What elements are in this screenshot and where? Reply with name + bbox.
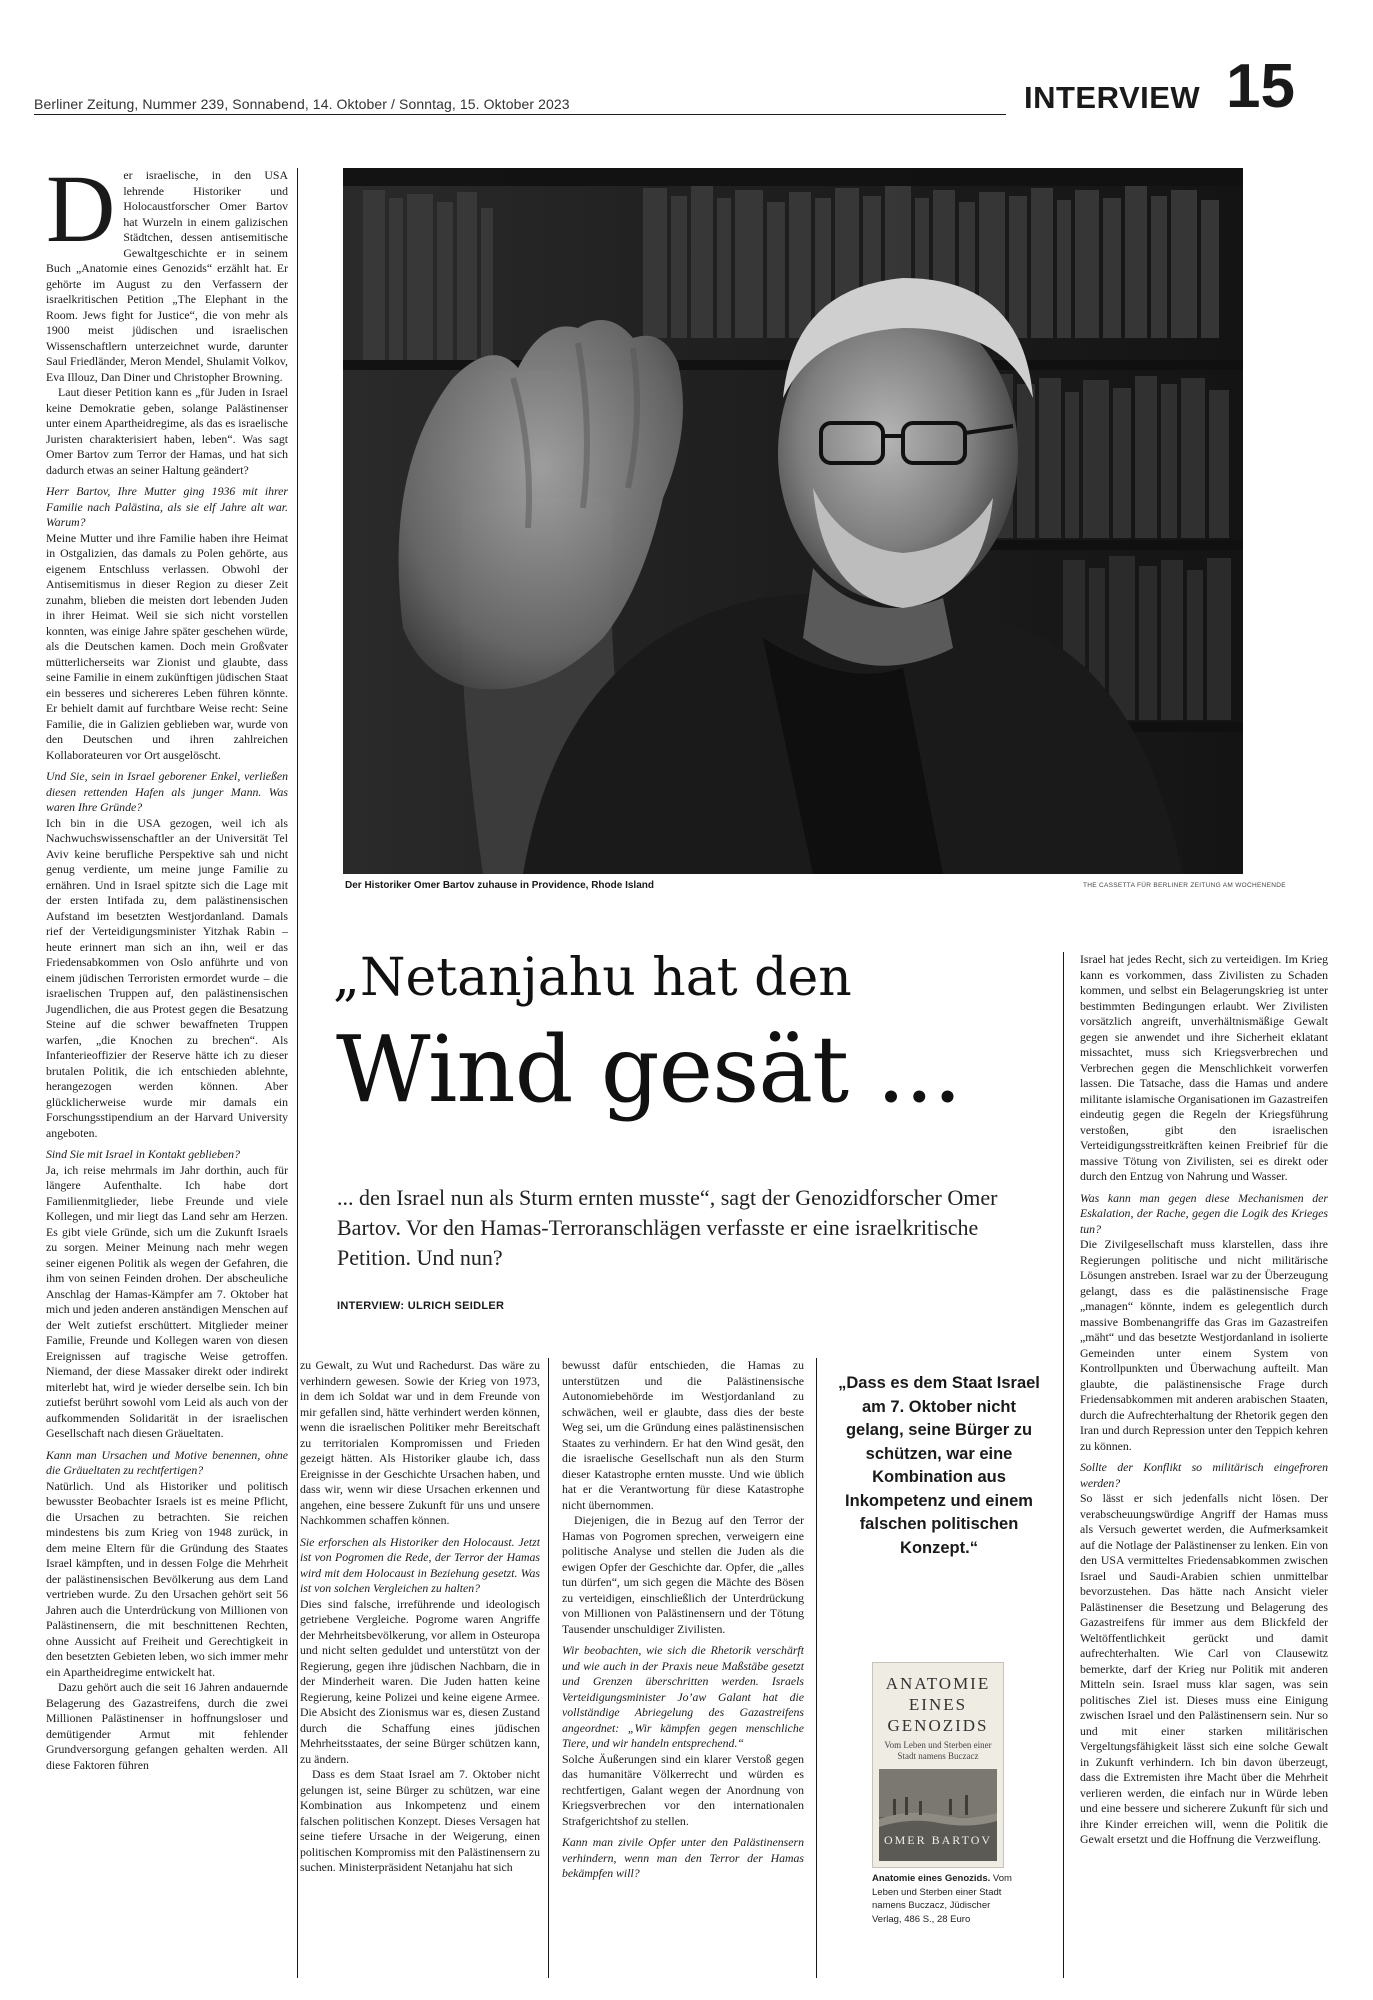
interview-answer: Dies sind falsche, irreführende und ideologisch getriebene Vergleiche. Pogrome waren Angriffe der Mehrheitsbevölkerung, vor allem in Osteuropa und nicht selten geduldet und unterstützt von der Regierung, gegen ihre jüdischen Nachbarn, die in der Minderheit waren. Die Juden hatten keine Regierung, keine Polizei und keine eigene Armee. Die Absicht des Zionismus war es, diesen Zustand durch die Schaffung eines jüdischen Mehrheitsstaates, der seine Bürger schützen kann, zu ändern. — [300, 1596, 540, 1766]
book-caption-title: Anatomie eines Genozids. — [872, 1873, 991, 1884]
book-caption — [872, 1872, 1012, 1926]
column-5 — [1080, 952, 1328, 1978]
column-divider — [816, 1358, 817, 1978]
column-divider — [548, 1358, 549, 1978]
header-rule — [34, 114, 1006, 115]
interview-question: Wir beobachten, wie sich die Rhetorik verschärft und wie auch in der Praxis neue Maßstäbe gesetzt und Grenzen überschritten werden. Israels Verteidigungsminister Jo’aw Galant hat die vollständige Abriegelung des Gazastreifens angeordnet: „Wir kämpfen gegen menschliche Tiere, und wir handeln entsprechend.“ — [562, 1643, 804, 1750]
column-1 — [46, 168, 288, 1978]
page-number: 15 — [1226, 52, 1295, 121]
intro-paragraph: er israelische, in den USA lehrende Historiker und Holocaustforscher Omer Bartov hat Wurzeln in einem galizischen Städtchen, dessen antisemitische Gewaltgeschichte er in seinem Buch „Anatomie eines Genozids“ erzählt hat. Er gehörte im August zu den Verfassern der israelkritischen Petition „The Elephant in the Room. Jews fight for Justice“, die von mehr als 1900 meist jüdischen und israelischen Wissenschaftlern unterzeichnet wurde, darunter Saul Friedländer, Meron Mendel, Shulamit Volkov, Eva Illouz, Dan Diner und Christopher Browning. — [46, 168, 288, 384]
body-paragraph: Israel hat jedes Recht, sich zu verteidigen. Im Krieg kann es vorkommen, dass Zivilisten zu Schaden kommen, und selbst ein Belagerungskrieg ist unter bestimmten Bedingungen erlaubt. Wer Zivilisten vorsätzlich angreift, unverhältnismäßige Gewalt gegen sie anwendet und ihre Sicherheit eklatant missachtet, muss sich Kriegsverbrechen und Verbrechen gegen die Menschlichkeit vorwerfen lassen. Die Tatsache, dass die Hamas und andere militante islamische Organisationen im Gazastreifen eindeutig gegen die Regeln der Kriegsführung verstoßen, gibt den israelischen Verteidigungsstreitkräften keinen Freibrief für die massive Tötung von Zivilisten, sei es direkt oder durch den Entzug von Nahrung und Wasser. — [1080, 952, 1328, 1183]
interview-answer: Ja, ich reise mehrmals im Jahr dorthin, auch für längere Aufenthalte. Ich habe dort Familienmitglieder, liebe Freunde und viele Kollegen, und mir liegt das Land sehr am Herzen. Es gibt viele Gründe, sich um die Zukunft Israels zu sorgen. Meiner Meinung nach mehr wegen seiner eigenen Politik als wegen der Gefahren, die ihm von seinen Feinden drohen. Der abscheuliche Anschlag der Hamas-Kämpfer am 7. Oktober hat mich und jeden anderen anständigen Menschen auf der Welt zutiefst erschüttert. Mitglieder meiner Familie, Freunde und Kollegen waren von diesen Ereignissen auf tragische Weise getroffen. Niemand, der diese Massaker direkt oder indirekt miterlebt hat, wird je wieder derselbe sein. Ich bin zutiefst berührt sowohl vom Leid als auch von der aufkommenden Solidarität in der israelischen Gesellschaft nach diesen Gräueltaten. — [46, 1162, 288, 1440]
book-subtitle: Vom Leben und Sterben einer Stadt namens Buczacz — [884, 1740, 992, 1761]
column-3 — [562, 1358, 804, 1978]
interview-answer: Natürlich. Und als Historiker und politisch bewusster Beobachter Israels ist es meine Pflicht, die Ursachen zu betrachten. Sie reichen mindestens bis zum Krieg von 1948 zurück, in dem meine Eltern für die Gründung des Staates Israel kämpften, und in dessen Folge die Mehrheit der palästinensischen Bevölkerung aus dem Land vertrieben wurde. Zu den Ursachen gehört seit 56 Jahren auch die Unterdrückung von Millionen von Palästinensern, die mit beschnittenen Rechten, ohne Aussicht auf Freiheit und Gerechtigkeit in den besetzten Gebieten leben, wo sich immer mehr ein Apartheidregime entwickelt hat. — [46, 1478, 288, 1679]
byline: INTERVIEW: ULRICH SEIDLER — [337, 1300, 505, 1312]
interview-answer: Dazu gehört auch die seit 16 Jahren andauernde Belagerung des Gazastreifens, durch die zwei Millionen Palästinenser in hoffnungsloser und demütigender Armut mit fehlender Grundversorgung gefangen gehalten werden. All diese Faktoren führen — [46, 1680, 288, 1772]
dateline: Berliner Zeitung, Nummer 239, Sonnabend, 14. Oktober / Sonntag, 15. Oktober 2023 — [34, 96, 570, 112]
interview-question: Sind Sie mit Israel in Kontakt geblieben? — [46, 1147, 240, 1161]
body-paragraph: zu Gewalt, zu Wut und Rachedurst. Das wäre zu verhindern gewesen. Sowie der Krieg von 1973, in dem ich Soldat war und in dem Freunde von mir gefallen sind, hätte verhindert werden können, wenn die israelischen Politiker mehr Bereitschaft zu territorialen Kompromissen und Frieden gezeigt hätten. Als Historiker glaube ich, dass Ereignisse in der Geschichte Ursachen haben, und dass wir, wenn wir diese Ursachen erkennen und angehen, eine bessere Zukunft für uns und unsere Nachkommen schaffen können. — [300, 1358, 540, 1527]
book-title-line: EINES — [908, 1695, 968, 1714]
interview-question: Und Sie, sein in Israel geborener Enkel, verließen diesen rettenden Hafen als junger Mann. Was waren Ihre Gründe? — [46, 769, 288, 814]
interview-question: Was kann man gegen diese Mechanismen der Eskalation, der Rache, gegen die Logik des Krieges tun? — [1080, 1190, 1328, 1236]
interview-answer: Die Zivilgesellschaft muss klarstellen, dass ihre Regierungen politische und nicht militärische Lösungen anstreben. Israel war zu der Überzeugung gelangt, dass es die palästinensische Frage „managen“ könnte, indem es gelegentlich durch massive Bombenangriffe das Gras im Gazastreifen „mäht“ und das besetzte Westjordanland in isolierte Gemeinden unter einem System von Kontrollpunkten und Überwachung aufteilt. Man glaubte, die palästinensische Frage durch Friedensabkommen mit anderen arabischen Staaten, durch die Aufrechterhaltung der Rhetorik gegen den Iran und durch Repression unter den Teppich kehren zu können. — [1080, 1237, 1328, 1453]
book-cover — [872, 1662, 1004, 1868]
interview-answer: Ich bin in die USA gezogen, weil ich als Nachwuchswissenschaftler an der Universität Tel Aviv keine berufliche Perspektive sah und nicht genug verdiente, um meine junge Familie zu ernähren. Und in Israel spitzte sich die Lage mit der ersten Intifada zu, dem palästinensischen Aufstand im besetzten Westjordanland. Damals rief der Verteidigungsminister Yitzhak Rabin – heute erinnert man sich an ihn, weil er das Friedensabkommen von Oslo anführte und von einem jüdischen Terroristen ermordet wurde – die israelischen Truppen auf, den palästinensischen Jugendlichen, die aus Protest gegen die Besatzung Steine auf die schwer bewaffneten Truppen warfen, „die Knochen zu brechen“. Als Infanterieoffizier der Reserve hätte ich zu dieser brutalen Politik, die ich entschieden ablehnte, herangezogen werden können. Aber glücklicherweise wurde mir damals ein Forschungsstipendium an der Harvard University angeboten. — [46, 815, 288, 1140]
body-paragraph: Diejenigen, die in Bezug auf den Terror der Hamas von Pogromen sprechen, verweigern eine politische Analyse und stellen die Juden als die ewigen Opfer der Geschichte dar. Opfer, die „alles tun dürfen“, um sich gegen die Mächte des Bösen zu verteidigen, einschließlich der Unterdrückung von Millionen von Palästinensern und der Tötung Tausender unschuldiger Zivilisten. — [562, 1513, 804, 1636]
interview-question: Herr Bartov, Ihre Mutter ging 1936 mit ihrer Familie nach Palästina, als sie elf Jahre alt war. Warum? — [46, 484, 288, 529]
body-paragraph: bewusst dafür entschieden, die Hamas zu unterstützen und die Palästinensische Autonomiebehörde im Westjordanland zu schwächen, weil er glaubte, dass dies der beste Weg sei, um die Gründung eines palästinensischen Staates zu verhindern. Er hat den Wind gesät, den die israelische Gesellschaft nun als den Sturm dieser Katastrophe ernten musste. Und wie üblich hat er die Verantwortung für diese Katastrophe nicht übernommen. — [562, 1358, 804, 1512]
book-author: OMER BARTOV — [883, 1833, 993, 1847]
photo-credit: THE CASSETTA FÜR BERLINER ZEITUNG AM WOCHENENDE — [1083, 882, 1286, 889]
headline-line-2: Wind gesät ... — [336, 1016, 962, 1123]
column-2 — [300, 1358, 540, 1978]
headline-deck: ... den Israel nun als Sturm ernten musste“, sagt der Genozidforscher Omer Bartov. Vor den Hamas-Terroranschlägen verfasste er eine israelkritische Petition. Und nun? — [337, 1185, 998, 1270]
photo-caption: Der Historiker Omer Bartov zuhause in Providence, Rhode Island — [345, 880, 654, 891]
interview-answer: Solche Äußerungen sind ein klarer Verstoß gegen das humanitäre Völkerrecht und würden es rechtfertigen, Galant wegen der Anordnung von Kriegsverbrechen vor den internationalen Strafgerichtshof zu stellen. — [562, 1751, 804, 1828]
portrait-photo — [343, 168, 1243, 874]
pull-quote: „Dass es dem Staat Israel am 7. Oktober nicht gelang, seine Bürger zu schützen, war eine Kombination aus Inkompetenz und einem falschen politischen Konzept.“ — [838, 1374, 1040, 1557]
drop-cap: D — [46, 168, 116, 262]
book-title-line: GENOZIDS — [887, 1716, 989, 1735]
body-paragraph: Laut dieser Petition kann es „für Juden in Israel keine Demokratie geben, solange Palästinenser unter einem Apartheidregime, als das es israelische Juristen charakterisiert haben, leben“. Was sagt Omer Bartov zum Terror der Hamas, und hat sich dadurch etwas an seiner Haltung geändert? — [46, 385, 288, 477]
interview-answer: Dass es dem Staat Israel am 7. Oktober nicht gelungen ist, seine Bürger zu schützen, war eine Kombination aus Inkompetenz und einem falschen politischen Konzept. Dieses Versagen hat seine tiefere Ursache in der Weigerung, einen politischen Kompromiss mit den Palästinensern zu suchen. Ministerpräsident Netanjahu hat sich — [300, 1767, 540, 1874]
book-cover-photo — [879, 1769, 997, 1861]
book-caption-text: Vom Leben und Sterben einer Stadt namens Buczacz, Jüdischer Verlag, 486 S., 28 Euro — [872, 1873, 1012, 1925]
interview-answer: So lässt er sich jedenfalls nicht lösen. Der verabscheuungswürdige Angriff der Hamas muss als Versuch gewertet werden, die Aufmerksamkeit auf die Notlage der Palästinenser zu lenken. Ein von den USA vermitteltes Friedensabkommen zwischen Israel und Saudi-Arabien schien unmittelbar bevorzustehen. Das hätte nach Ansicht vieler Palästinenser die Besetzung und Belagerung des Gazastreifens für immer aus dem Blickfeld der Weltöffentlichkeit gerückt und damit aufrechterhalten. Wie Carl von Clausewitz bemerkte, darf der Krieg nur Politik mit anderen Mitteln sein. Israel muss klar sagen, was sein politisches Ziel ist. Dieses muss eine Einigung zwischen Israel und den Palästinensern sein. Nur so und mit einer starken militärischen Vergeltungsfähigkeit lässt sich eine solche Gewalt in Zukunft verhindern. Ich bin davon überzeugt, dass die Extremisten ihre Macht über die Mehrheit verlieren werden, die einfach nur in Würde leben und eine bessere und sicherere Zukunft für sich und ihre Kinder erreichen will, wenn die Politik die Gewalt ersetzt und die Hoffnung die Verzweiflung. — [1080, 1491, 1328, 1846]
interview-answer: Meine Mutter und ihre Familie haben ihre Heimat in Ostgalizien, das damals zu Polen gehörte, aus eigenem Entschluss verlassen. Obwohl der Antisemitismus in dieser Region zu dieser Zeit zunahm, blieben die meisten dort lebenden Juden in ihrer Heimat. Weil sie sich nicht vorstellen konnten, was einige Jahre später geschehen würde, als die Deutschen kamen. Doch mein Großvater mütterlicherseits war Zionist und glaubte, dass seine Familie in einem zukünftigen jüdischen Staat ein besseres und sichereres Leben führen könnte. Er behielt damit auf furchtbare Weise recht: Seine Familie, die in Galizien geblieben war, wurde von den Deutschen und ihren zahlreichen Kollaborateuren vor Ort ausgelöscht. — [46, 530, 288, 762]
portrait-illustration — [343, 168, 1243, 874]
book-title-line: ANATOMIE — [885, 1674, 991, 1693]
interview-question: Kann man Ursachen und Motive benennen, ohne die Gräueltaten zu rechtfertigen? — [46, 1447, 288, 1477]
interview-question: Sollte der Konflikt so militärisch eingefroren werden? — [1080, 1460, 1328, 1490]
column-divider — [1063, 952, 1064, 1978]
interview-question: Kann man zivile Opfer unter den Palästinensern verhindern, wenn man den Terror der Hamas bekämpfen will? — [562, 1835, 804, 1880]
headline-line-1: „Netanjahu hat den — [333, 948, 852, 1008]
column-divider — [297, 168, 298, 1978]
interview-question: Sie erforschen als Historiker den Holocaust. Jetzt ist von Pogromen die Rede, der Terror der Hamas wird mit dem Holocaust in Beziehung gesetzt. Was ist von solchen Vergleichen zu halten? — [300, 1534, 540, 1595]
section-label: INTERVIEW — [1024, 80, 1201, 115]
